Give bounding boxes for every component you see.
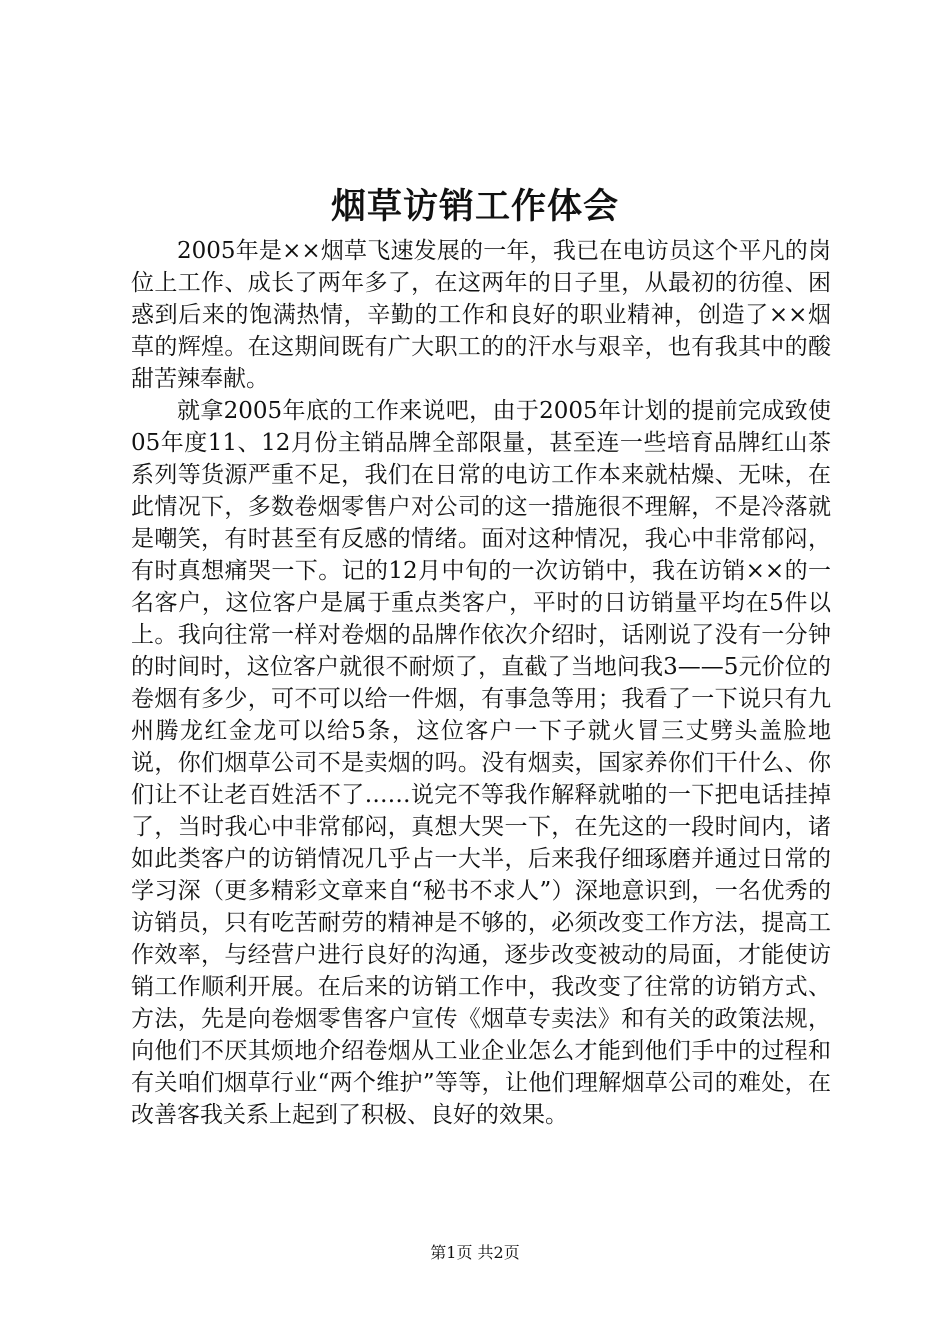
document-title: 烟草访销工作体会 <box>330 186 619 227</box>
paragraph-2: 就拿2005年底的工作来说吧，由于2005年计划的提前完成致使05年度11、12月份主销品牌全部限量，甚至连一些培育品牌红山茶系列等货源严重不足，我们在日常的电访工作本来就枯燥、无味，在此情况下，多数卷烟零售户对公司的这一措施很不理解，不是冷落就是嘲笑，有时甚至有反感的情绪。面对这种情况，我心中非常郁闷，有时真想痛哭一下。记的12月中旬的一次访销中，我在访销××的一名客户，这位客户是属于重点类客户，平时的日访销量平均在5件以上。我向往常一样对卷烟的品牌作依次介绍时，话刚说了没有一分钟的时间时，这位客户就很不耐烦了，直截了当地问我3——5元价位的卷烟有多少，可不可以给一件烟，有事急等用；我看了一下说只有九州腾龙红金龙可以给5条，这位客户一下子就火冒三丈劈头盖脸地说，你们烟草公司不是卖烟的吗。没有烟卖，国家养你们干什么、你们让不让老百姓活不了……说完不等我作解释就啪的一下把电话挂掉了，当时我心中非常郁闷，真想大哭一下，在先这的一段时间内，诸如此类客户的访销情况几乎占一大半，后来我仔细琢磨并通过日常的学习深（更多精彩文章来自“秘书不求人”）深地意识到，一名优秀的访销员，只有吃苦耐劳的精神是不够的，必须改变工作方法，提高工作效率，与经营户进行良好的沟通，逐步改变被动的局面，才能使访销工作顺利开展。在后来的访销工作中，我改变了往常的访销方式、方法，先是向卷烟零售客户宣传《烟草专卖法》和有关的政策法规，向他们不厌其烦地介绍卷烟从工业企业怎么才能到他们手中的过程和有关咱们烟草行业“两个维护”等等，让他们理解烟草公司的难处，在改善客我关系上起到了积极、良好的效果。 <box>131 398 831 1128</box>
paragraph-1: 2005年是××烟草飞速发展的一年，我已在电访员这个平凡的岗位上工作、成长了两年多了，在这两年的日子里，从最初的彷徨、困惑到后来的饱满热情，辛勤的工作和良好的职业精神，创造了××烟草的辉煌。在这期间既有广大职工的的汗水与艰辛，也有我其中的酸甜苦辣奉献。 <box>131 238 831 392</box>
page-footer: 第1页 共2页 <box>430 1243 520 1262</box>
document-body <box>131 235 831 1131</box>
